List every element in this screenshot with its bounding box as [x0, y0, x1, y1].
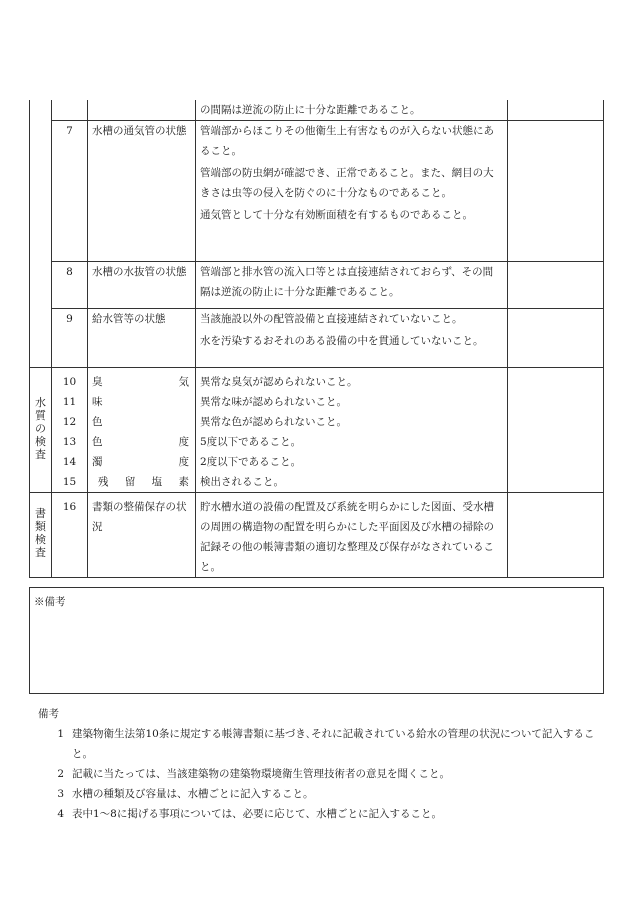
- detail-cell: の間隔は逆流の防止に十分な距離であること。: [196, 100, 508, 121]
- item-cell: 書類の整備保存の状況: [88, 493, 196, 578]
- inspection-table: [29, 100, 604, 578]
- note-item: 1 建築物衛生法第10条に規定する帳簿書類に基づき､それに記載されている給水の管理の状況について記入すること。: [57, 728, 595, 760]
- row-number-list: 10 11 12 13 14 15: [52, 368, 88, 493]
- result-cell[interactable]: [508, 493, 604, 578]
- result-cell[interactable]: [508, 309, 604, 368]
- table-row: [30, 262, 604, 309]
- detail-cell: 貯水槽水道の設備の配置及び系統を明らかにした図面、受水槽の周囲の構造物の配置を明らかにした平面図及び水槽の掃除の記録その他の帳簿書類の適切な整理及び保存がなされていること。: [196, 493, 508, 578]
- result-cell[interactable]: [508, 121, 604, 262]
- row-number: 8: [52, 262, 88, 309]
- item-cell: 給水管等の状態: [88, 309, 196, 368]
- row-number: 9: [52, 309, 88, 368]
- note-item: 3 水槽の種類及び容量は、水槽ごとに記入すること。: [57, 788, 314, 800]
- table-row: [30, 100, 604, 121]
- result-cell[interactable]: [508, 100, 604, 121]
- row-number: 7: [52, 121, 88, 262]
- item-cell: 水槽の通気管の状態: [88, 121, 196, 262]
- notes-heading: 備考: [38, 708, 59, 720]
- category-water-quality: 水質の検査: [30, 368, 52, 493]
- row-number: 16: [52, 493, 88, 578]
- item-list: 臭 気 味 色 色 度 濁 度 残 留 塩 素: [88, 368, 196, 493]
- category-documents: 書類検査: [30, 493, 52, 578]
- remarks-box[interactable]: [29, 587, 604, 694]
- remarks-label: ※備考: [34, 596, 66, 608]
- note-item: 2 記載に当たっては、当該建築物の建築物環境衛生管理技術者の意見を聞くこと。: [57, 768, 450, 780]
- detail-cell: 管端部からほこりその他衛生上有害なものが入らない状態にあること。 管端部の防虫網が確認でき、正常であること。また、網目の大きさは虫等の侵入を防ぐのに十分なものであること。 通気管として十分な有効断面積を有するものであること。: [196, 121, 508, 262]
- detail-cell: 当該施設以外の配管設備と直接連結されていないこと。 水を汚染するおそれのある設備の中を貫通していないこと。: [196, 309, 508, 368]
- detail-cell: 管端部と排水管の流入口等とは直接連結されておらず、その間隔は逆流の防止に十分な距離であること。: [196, 262, 508, 309]
- item-cell: 水槽の水抜管の状態: [88, 262, 196, 309]
- result-cell[interactable]: [508, 368, 604, 493]
- table-row: [30, 368, 604, 493]
- table-row: [30, 309, 604, 368]
- category-cell-continued: [30, 100, 52, 368]
- notes-section: [36, 704, 606, 824]
- table-row: [30, 121, 604, 262]
- table-row: [30, 493, 604, 578]
- note-item: 4 表中1～8に掲げる事項については、必要に応じて、水槽ごとに記入すること。: [57, 808, 442, 820]
- result-cell[interactable]: [508, 262, 604, 309]
- detail-list: 異常な臭気が認められないこと。 異常な味が認められないこと。 異常な色が認められないこと。 5度以下であること。 2度以下であること。 検出されること。: [196, 368, 508, 493]
